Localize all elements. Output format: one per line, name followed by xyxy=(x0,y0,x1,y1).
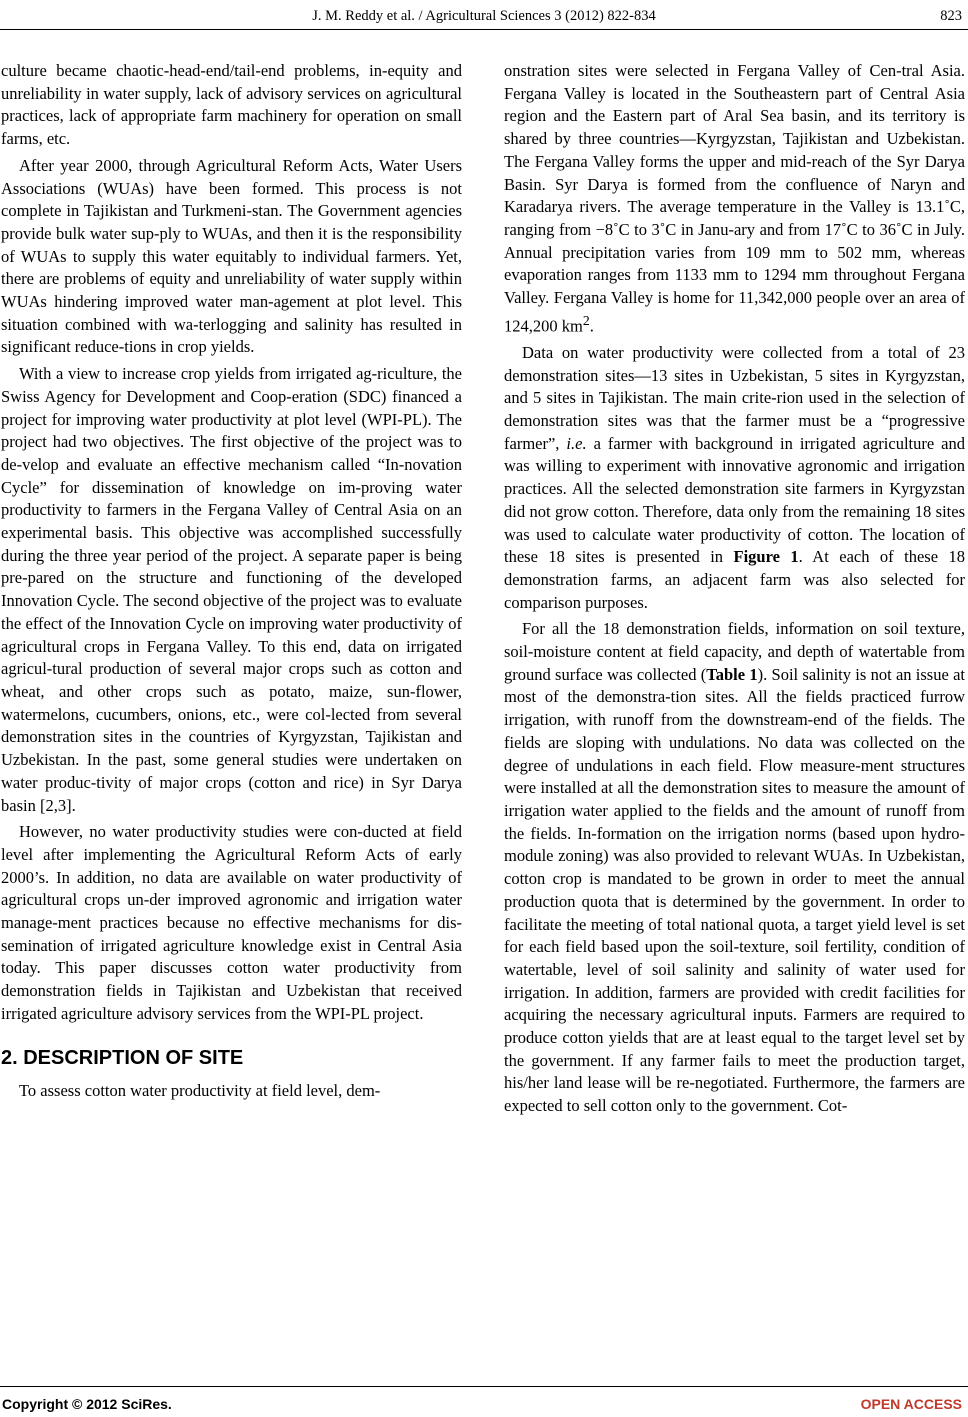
paragraph-text: a farmer with background in irrigated agriculture and was willing to experiment with innovative agronomic and irrigation practices. All the selected demonstration site farmers in Kyrgyzstan did not grow cotton. Therefore, data only from the remaining 18 sites was used to calculate water productivity of cotton. The location of these 18 sites is presented in xyxy=(504,433,965,567)
open-access-label: OPEN ACCESS xyxy=(860,1396,962,1412)
footer-rule xyxy=(0,1386,968,1387)
section-heading: 2. DESCRIPTION OF SITE xyxy=(1,1046,244,1069)
paragraph-text: For all the 18 demonstration fields, information on soil texture, soil-moisture content at field capacity, and depth of watertable from ground surface was collected ( xyxy=(504,619,965,684)
paragraph: However, no water productivity studies were con-ducted at field level after implementing the Agricultural Reform Acts of early 2000’s. In addition, no data are available on water productivity of agricultural crops un-der improved agronomic and irrigation water manage-ment practices because no effective mechanisms for dis-semination of irrigated agriculture knowledge exist in Central Asia today. This paper discusses cotton water productivity from demonstration fields in Tajikistan and Uzbekistan that received irrigated agriculture advisory services from the WPI-PL project. xyxy=(1,822,462,1023)
page-header xyxy=(0,8,968,30)
left-column xyxy=(1,60,462,1106)
paragraph xyxy=(504,60,965,338)
running-head: J. M. Reddy et al. / Agricultural Sciences 3 (2012) 822-834 xyxy=(312,8,656,24)
paragraph: After year 2000, through Agricultural Reform Acts, Water Users Associations (WUAs) have been formed. This process is not complete in Tajikistan and Turkmeni-stan. The Government agencies provide bulk water sup-ply to WUAs, and then it is the responsibility of WUAs to supply this water equitably to individual farmers. Yet, there are problems of equity and unreliability of water supply within WUAs hindering improved water man-agement at plot level. This situation combined with wa-terlogging and salinity has resulted in significant reduce-tions in crop yields. xyxy=(1,155,462,357)
paragraph-text: Data on water productivity were collected from a total of 23 demonstration sites—13 sites in Uzbekistan, 5 sites in Kyrgyzstan, and 5 sites in Tajikistan. The main crite-rion used in the selection of demonstration sites was that the farmer must be a “progressive farmer”, xyxy=(504,342,965,453)
paragraph: To assess cotton water productivity at field level, dem- xyxy=(19,1080,381,1100)
header-rule xyxy=(0,29,968,30)
paragraph-text: . xyxy=(589,316,594,336)
figure-reference-link[interactable]: Figure 1 xyxy=(733,547,799,567)
copyright-notice: Copyright © 2012 SciRes. xyxy=(2,1396,172,1412)
paragraph xyxy=(504,618,965,1117)
right-column xyxy=(504,60,965,1122)
paragraph xyxy=(504,342,965,614)
superscript: 2 xyxy=(582,312,590,328)
paragraph-text: ). Soil salinity is not an issue at most of the demonstra-tion sites. All the fields practiced furrow irrigation, with runoff from the downstream-end of the fields. The fields are sloping with undulations. No data was collected on the degree of undulations in each field. Flow measure-ment structures were installed at all the demonstration sites to measure the amount of irrigation water applied to the fields and the amount of runoff from the fields. In-formation on the irrigation norms (based upon hydro-module zoning) was also provided to relevant WUAs. In Uzbekistan, cotton crop is mandated to be grown in order to meet the annual production quota that is determined by the government. In order to facilitate the meeting of total national quota, a target yield level is set for each field based upon the soil-texture, soil fertility, condition of watertable, level of soil salinity and salinity of water used for irrigation. In addition, farmers are provided with credit facilities for acquiring the necessary agricultural inputs. Farmers are required to produce cotton yields that are at least equal to the target level set by the government. If any farmer fails to meet the production target, his/her land lease will be re-negotiated. Furthermore, the farmers are expected to sell cotton only to the government. Cot- xyxy=(504,664,965,1116)
paragraph: With a view to increase crop yields from irrigated ag-riculture, the Swiss Agency for Development and Coop-eration (SDC) financed a project for improving water productivity at plot level (WPI-PL). The project had two objectives. The first objective of the project was to de-velop and evaluate an effective mechanism called “In-novation Cycle” for dissemination of knowledge on im-proving water productivity to farmers in the Fergana Valley of Central Asia on an experimental basis. This objective was accomplished successfully during the three year period of the project. A separate paper is being pre-pared on the structure and functioning of the developed Innovation Cycle. The second objective of the project was to evaluate the effect of the Innovation Cycle on improving water productivity of agricultural crops in Fergana Valley. To this end, data on irrigated agricul-tural production of several major crops such as cotton and wheat, and other crops such as potato, maize, sun-flower, watermelons, cucumbers, onions, etc., were col-lected from several demonstration sites in the countries of Kyrgyzstan, Tajikistan and Uzbekistan. In the past, some general studies were undertaken on water produc-tivity of major crops (cotton and rice) in Syr Darya basin [2,3]. xyxy=(1,364,462,815)
paragraph-text: . At each of these 18 demonstration farms, an adjacent farm was also selected for comparison purposes. xyxy=(504,547,965,612)
table-reference-link[interactable]: Table 1 xyxy=(706,664,758,684)
italic-abbrev: i.e. xyxy=(566,433,587,453)
page-number: 823 xyxy=(940,8,962,24)
paragraph: culture became chaotic-head-end/tail-end problems, in-equity and unreliability in water supply, lack of advisory services on agricultural practices, lack of appropriate farm machinery for operation on small farms, etc. xyxy=(1,61,462,149)
page-footer xyxy=(0,1396,968,1416)
paragraph-text: onstration sites were selected in Fergana Valley of Cen-tral Asia. Fergana Valley is located in the Southeastern part of Central Asia region and the Eastern part of Aral Sea basin, and its territory is shared by three countries—Kyrgyzstan, Tajikistan and Uzbekistan. The Fergana Valley forms the upper and mid-reach of the Syr Darya Basin. Syr Darya is formed from the confluence of Naryn and Karadarya rivers. The average temperature in the Valley is 13.1˚C, ranging from −8˚C to 3˚C in Janu-ary and from 17˚C to 36˚C in July. Annual precipitation varies from 109 mm to 502 mm, whereas evaporation ranges from 1133 mm to 1294 mm throughout Fergana Valley. Fergana Valley is home for 11,342,000 people over an area of 124,200 km xyxy=(504,61,965,336)
